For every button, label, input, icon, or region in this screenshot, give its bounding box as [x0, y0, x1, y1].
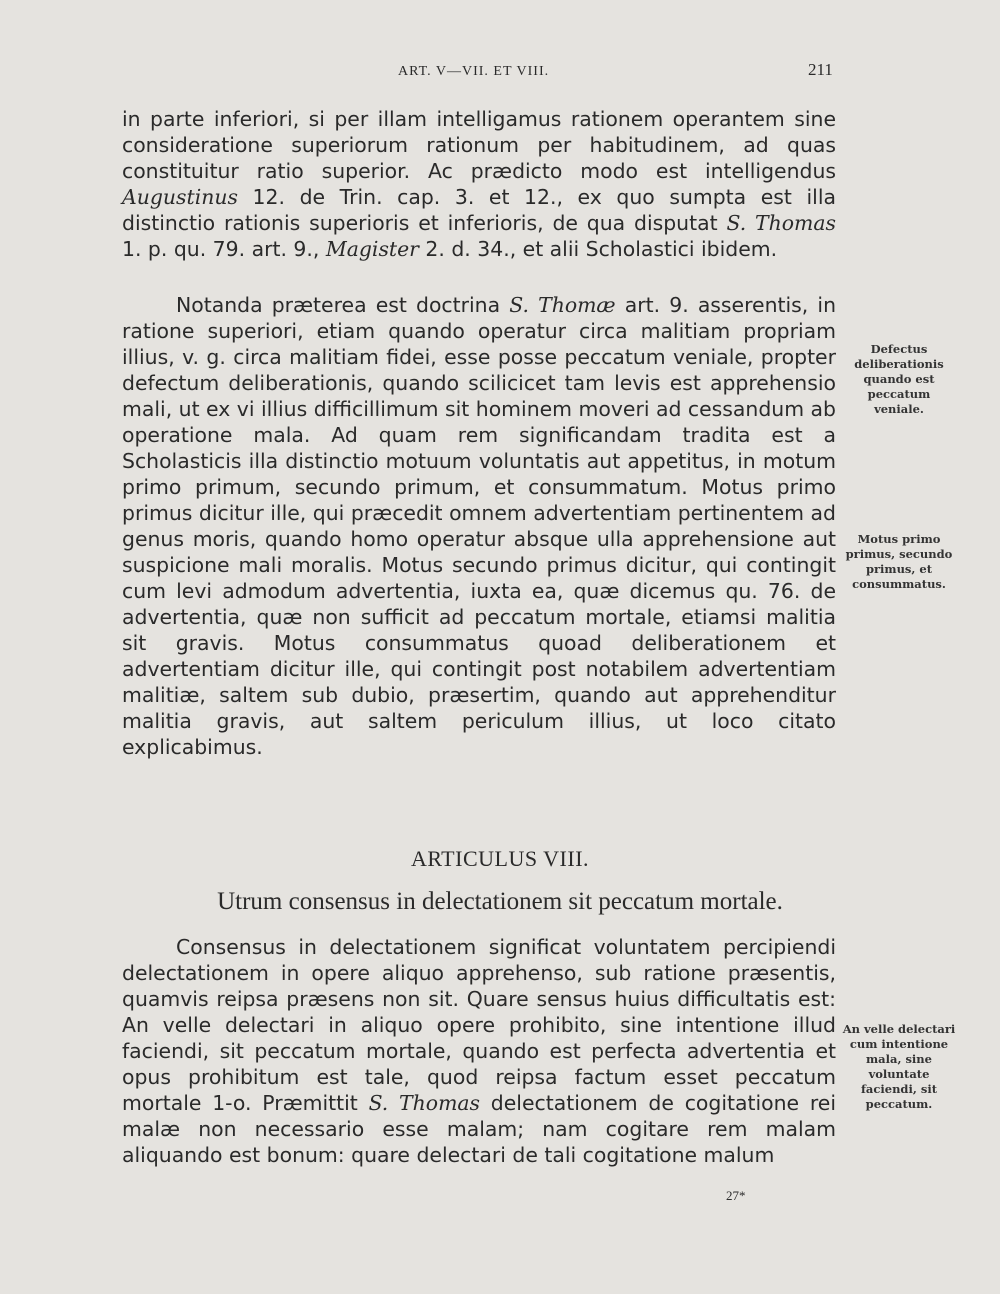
text-run: 12. de Trin. cap. 3. et 12., ex quo sumpta est illa distinctio rationis superioris et inferioris, de qua disputat	[122, 185, 836, 235]
article-question: Utrum consensus in delectationem sit peccatum mortale.	[217, 888, 783, 915]
italic-name-augustinus: Augustinus	[122, 185, 238, 209]
text-run: Consensus in delectationem significat voluntatem percipiendi delectationem in opere aliquo apprehenso, sub ratione præsentis, quamvis reipsa præsens non sit. Quare sensus huius difficultatis est: An velle delectari in aliquo opere prohibito, sine intentione illud faciendi, sit peccatum mortale, quando est perfecta advertentia et opus prohibitum est tale, quod reipsa factum esset peccatum mortale 1-o. Præmittit	[122, 935, 836, 1115]
page-header	[0, 58, 1000, 88]
italic-name-magister: Magister	[325, 237, 419, 261]
paragraph-consensus	[122, 934, 836, 1168]
paragraph-continuation	[122, 106, 836, 262]
italic-name-thomas: S. Thomas	[368, 1091, 481, 1115]
page-number: 211	[808, 60, 833, 79]
margin-note-an-velle: An velle delectari cum intentione mala, sine voluntate faciendi, sit peccatum.	[842, 1022, 956, 1111]
text-run: Notanda præterea est doctrina	[176, 293, 510, 317]
running-head: ART. V—VII. ET VIII.	[398, 64, 550, 79]
text-run: art. 9. asserentis, in ratione superiori, etiam quando operatur circa malitiam propriam illius, v. g. circa malitiam fidei, esse posse peccatum veniale, propter defectum deliberationis, quando scilicicet tam levis est apprehensio mali, ut ex vi illius difficillimum sit hominem moveri ad cessandum ab operatione mala. Ad quam rem significandam tradita est a Scholasticis illa distinctio motuum voluntatis aut appetitus, in motum primo primum, secundo primum, et consummatum. Motus primo primus dicitur ille, qui præcedit omnem advertentiam pertinentem ad genus moris, quando homo operatur absque ulla apprehensione aut suspicione mali moralis. Motus secundo primus dicitur, qui contingit cum levi admodum advertentia, iuxta ea, quæ dicemus qu. 76. de advertentia, quæ non sufficit ad peccatum mortale, etiamsi malitia sit gravis. Motus consummatus quoad deliberationem et advertentiam dicitur ille, qui contingit post notabilem advertentiam malitiæ, saltem sub dubio, præsertim, quando aut apprehenditur malitia gravis, aut saltem periculum illius, ut loco citato explicabimus.	[122, 293, 836, 759]
margin-note-motus: Motus primo primus, secundo primus, et consummatus.	[845, 532, 953, 591]
text-run: 1. p. qu. 79. art. 9.,	[122, 237, 326, 261]
margin-note-defectus: Defectus deliberationis quando est peccatum veniale.	[854, 342, 944, 416]
italic-name-thomas: S. Thomas	[726, 211, 836, 235]
signature-mark: 27*	[726, 1188, 746, 1203]
text-run: delectationem de cogitatione rei malæ non necessario esse malam; nam cogitare rem malam aliquando est bonum: quare delectari de tali cogitatione malum	[122, 1091, 836, 1167]
italic-name-thomae: S. Thomæ	[509, 293, 616, 317]
paragraph-notanda	[122, 292, 836, 760]
article-heading: ARTICULUS VIII.	[410, 846, 590, 871]
text-run: in parte inferiori, si per illam intelligamus rationem operantem sine consideratione superiorum rationum per habitudinem, ad quas constituitur ratio superior. Ac prædicto modo est intelligendus	[122, 107, 836, 183]
text-run: 2. d. 34., et alii Scholastici ibidem.	[418, 237, 778, 261]
